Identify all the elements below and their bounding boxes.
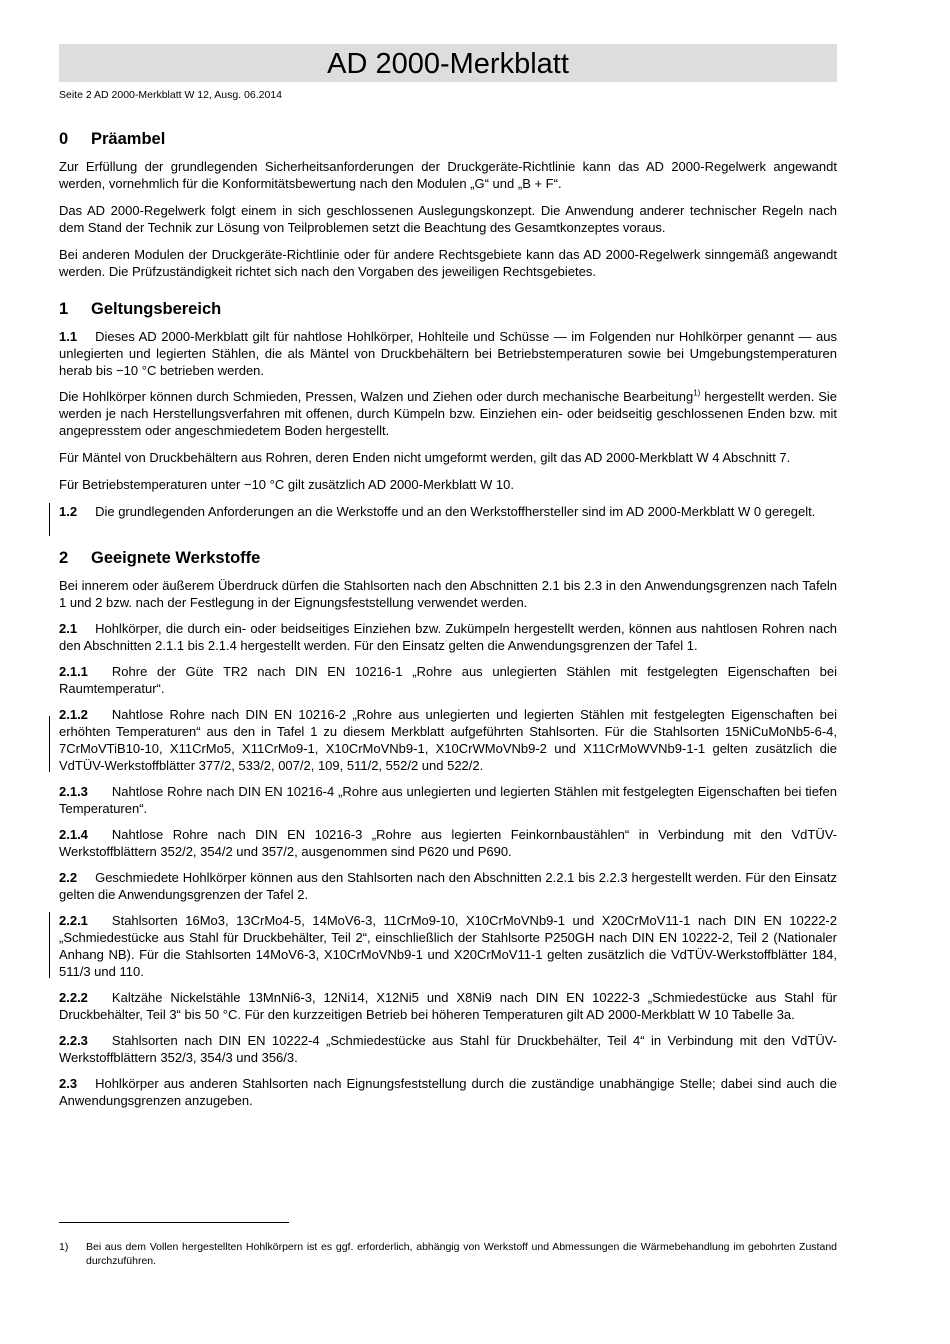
clause-number: 2.1	[59, 621, 78, 636]
clause-text: Nahtlose Rohre nach DIN EN 10216-4 „Rohre aus unlegierten und legierten Stählen mit festgelegten Eigenschaften bei tiefen Temperaturen“.	[59, 784, 837, 816]
paragraph-2-2-1	[59, 912, 837, 980]
change-bar	[49, 912, 50, 978]
document-page	[59, 44, 837, 1109]
paragraph-2-1-1	[59, 663, 837, 697]
section-number: 0	[59, 130, 69, 148]
clause-text: Dieses AD 2000-Merkblatt gilt für nahtlose Hohlkörper, Hohlteile und Schüsse — im Folgenden nur Hohlkörper genannt — aus unlegierten und legierten Stählen, die als Mäntel von Druckbehältern bei Betriebstemperaturen sowie bei Umgebungstemperaturen herab bis −10 °C betrieben werden.	[59, 329, 837, 378]
section-number: 1	[59, 300, 69, 318]
section-2-heading	[59, 548, 837, 568]
paragraph-2-1-4	[59, 826, 837, 860]
clause-text: Rohre der Güte TR2 nach DIN EN 10216-1 „Rohre aus unlegierten Stählen mit festgelegten Eigenschaften bei Raumtemperatur“.	[59, 664, 837, 696]
footnote	[59, 1240, 837, 1268]
clause-text: Hohlkörper, die durch ein- oder beidseitiges Einziehen bzw. Zukümpeln hergestellt werden, können aus nahtlosen Rohren nach den Abschnitten 2.1.1 bis 2.1.4 hergestellt werden. Für den Einsatz gelten die Anwendungsgrenzen der Tafel 1.	[59, 621, 837, 653]
footnote-text: Bei aus dem Vollen hergestellten Hohlkörpern ist es ggf. erforderlich, abhängig von Werkstoff und Abmessungen die Wärmebehandlung im gebohrten Zustand durchzuführen.	[86, 1241, 837, 1267]
section-title: Geltungsbereich	[91, 300, 222, 318]
section-title: Präambel	[91, 130, 166, 148]
paragraph-2-1-3	[59, 783, 837, 817]
clause-text: Die grundlegenden Anforderungen an die Werkstoffe und an den Werkstoffhersteller sind im AD 2000-Merkblatt W 0 geregelt.	[95, 504, 816, 519]
document-title: AD 2000-Merkblatt	[59, 44, 837, 82]
paragraph-2-2	[59, 869, 837, 903]
paragraph-text-part: Die Hohlkörper können durch Schmieden, Pressen, Walzen und Ziehen oder durch mechanische Bearbeitung	[59, 389, 694, 404]
paragraph-2-3	[59, 1075, 837, 1109]
change-bar	[49, 716, 50, 772]
page-info: Seite 2 AD 2000-Merkblatt W 12, Ausg. 06.2014	[59, 89, 282, 101]
clause-text: Stahlsorten 16Mo3, 13CrMo4-5, 14MoV6-3, 11CrMo9-10, X10CrMoVNb9-1 und X20CrMoV11-1 nach DIN EN 10222-2 „Schmiedestücke aus Stahl für Druckbehälter, Teil 2“, einschließlich der Stahlsorte P250GH nach DIN EN 10222-2, Teil 2 (Nationaler Anhang NB). Für die Stahlsorten 14MoV6-3, X10CrMoVNb9-1 und X20CrMoV11-1 gelten zusätzlich die VdTÜV-Werkstoffblätter 184, 511/3 und 110.	[59, 913, 837, 979]
change-bar	[49, 503, 50, 536]
section-number: 2	[59, 549, 69, 567]
clause-number: 2.2.3	[59, 1033, 88, 1048]
clause-text: Nahtlose Rohre nach DIN EN 10216-3 „Rohre aus legierten Feinkornbaustählen“ in Verbindung mit den VdTÜV-Werkstoffblättern 352/2, 354/2 und 357/2, ausgenommen sind P620 und P690.	[59, 827, 837, 859]
paragraph-1-1	[59, 328, 837, 379]
paragraph: Das AD 2000-Regelwerk folgt einem in sich geschlossenen Auslegungskonzept. Die Anwendung anderer technischer Regeln nach dem Stand der Technik zur Lösung von Teilproblemen setzt die Beachtung des Gesamtkonzeptes voraus.	[59, 203, 837, 235]
clause-number: 2.1.2	[59, 707, 88, 722]
clause-number: 1.2	[59, 504, 78, 519]
clause-number: 2.3	[59, 1076, 78, 1091]
clause-text: Geschmiedete Hohlkörper können aus den Stahlsorten nach den Abschnitten 2.2.1 bis 2.2.3 hergestellt werden. Für den Einsatz gelten die Anwendungsgrenzen der Tafel 2.	[59, 870, 837, 902]
paragraph: Für Betriebstemperaturen unter −10 °C gilt zusätzlich AD 2000-Merkblatt W 10.	[59, 477, 514, 492]
clause-number: 2.1.1	[59, 664, 88, 679]
paragraph: Bei innerem oder äußerem Überdruck dürfen die Stahlsorten nach den Abschnitten 2.1 bis 2.3 in den Anwendungsgrenzen nach Tafeln 1 und 2 bzw. nach der Festlegung in der Eignungsfeststellung verwendet werden.	[59, 578, 837, 610]
paragraph-2-2-2	[59, 989, 837, 1023]
paragraph: Zur Erfüllung der grundlegenden Sicherheitsanforderungen der Druckgeräte-Richtlinie kann das AD 2000-Regelwerk angewandt werden, vornehmlich für die Konformitätsbewertung nach den Modulen „G“ und „B + F“.	[59, 159, 837, 191]
section-title: Geeignete Werkstoffe	[91, 549, 261, 567]
paragraph: Für Mäntel von Druckbehältern aus Rohren, deren Enden nicht umgeformt werden, gilt das AD 2000-Merkblatt W 4 Abschnitt 7.	[59, 450, 791, 465]
paragraph-2-2-3	[59, 1032, 837, 1066]
clause-text: Kaltzähe Nickelstähle 13MnNi6-3, 12Ni14, X12Ni5 und X8Ni9 nach DIN EN 10222-3 „Schmiedestücke aus Stahl für Druckbehälter, Teil 3“ bis 50 °C. Für den kurzzeitigen Betrieb bei höheren Temperaturen gilt AD 2000-Merkblatt W 10 Tabelle 3a.	[59, 990, 837, 1022]
clause-text: Hohlkörper aus anderen Stahlsorten nach Eignungsfeststellung durch die zuständige unabhängige Stelle; dabei sind auch die Anwendungsgrenzen anzugeben.	[59, 1076, 837, 1108]
paragraph-text-part: hergestellt werden. Sie werden je nach Herstellungsverfahren mit offenen, durch Kümpeln bzw. Einziehen ein- oder beidseitig geschlossenen Enden bzw. mit angepresstem oder angeschmiedetem Boden hergestellt.	[59, 389, 837, 438]
paragraph-2-1	[59, 620, 837, 654]
footnote-ref: 1)	[693, 388, 701, 398]
clause-text: Nahtlose Rohre nach DIN EN 10216-2 „Rohre aus unlegierten und legierten Stählen mit festgelegten Eigenschaften bei erhöhten Temperaturen“ aus den in Tafel 1 zu diesem Merkblatt aufgeführten Stahlsorten. Für die Stahlsorten 15NiCuMoNb5-6-4, 7CrMoVTiB10-10, X11CrMo5, X11CrMo9-1, X10CrMoVNb9-1, X10CrWMoVNb9-2 und X11CrMoWVNb9-1-1 gelten zusätzlich die VdTÜV-Werkstoffblätter 377/2, 533/2, 007/2, 109, 511/2, 552/2 und 522/2.	[59, 707, 837, 773]
section-0-heading	[59, 129, 837, 149]
clause-number: 2.1.3	[59, 784, 88, 799]
paragraph	[59, 388, 837, 439]
footnote-number: 1)	[59, 1241, 69, 1253]
paragraph-1-2	[59, 503, 837, 520]
footnote-separator	[59, 1222, 289, 1223]
clause-number: 2.2	[59, 870, 78, 885]
paragraph: Bei anderen Modulen der Druckgeräte-Richtlinie oder für andere Rechtsgebiete kann das AD 2000-Regelwerk sinngemäß angewandt werden. Die Prüfzuständigkeit richtet sich nach den Vorgaben des jeweiligen Rechtsgebietes.	[59, 247, 837, 279]
clause-number: 1.1	[59, 329, 78, 344]
paragraph-2-1-2	[59, 706, 837, 774]
clause-text: Stahlsorten nach DIN EN 10222-4 „Schmiedestücke aus Stahl für Druckbehälter, Teil 4“ in Verbindung mit den VdTÜV-Werkstoffblättern 352/3, 354/3 und 356/3.	[59, 1033, 837, 1065]
clause-number: 2.1.4	[59, 827, 88, 842]
clause-number: 2.2.2	[59, 990, 88, 1005]
clause-number: 2.2.1	[59, 913, 88, 928]
section-1-heading	[59, 299, 837, 319]
